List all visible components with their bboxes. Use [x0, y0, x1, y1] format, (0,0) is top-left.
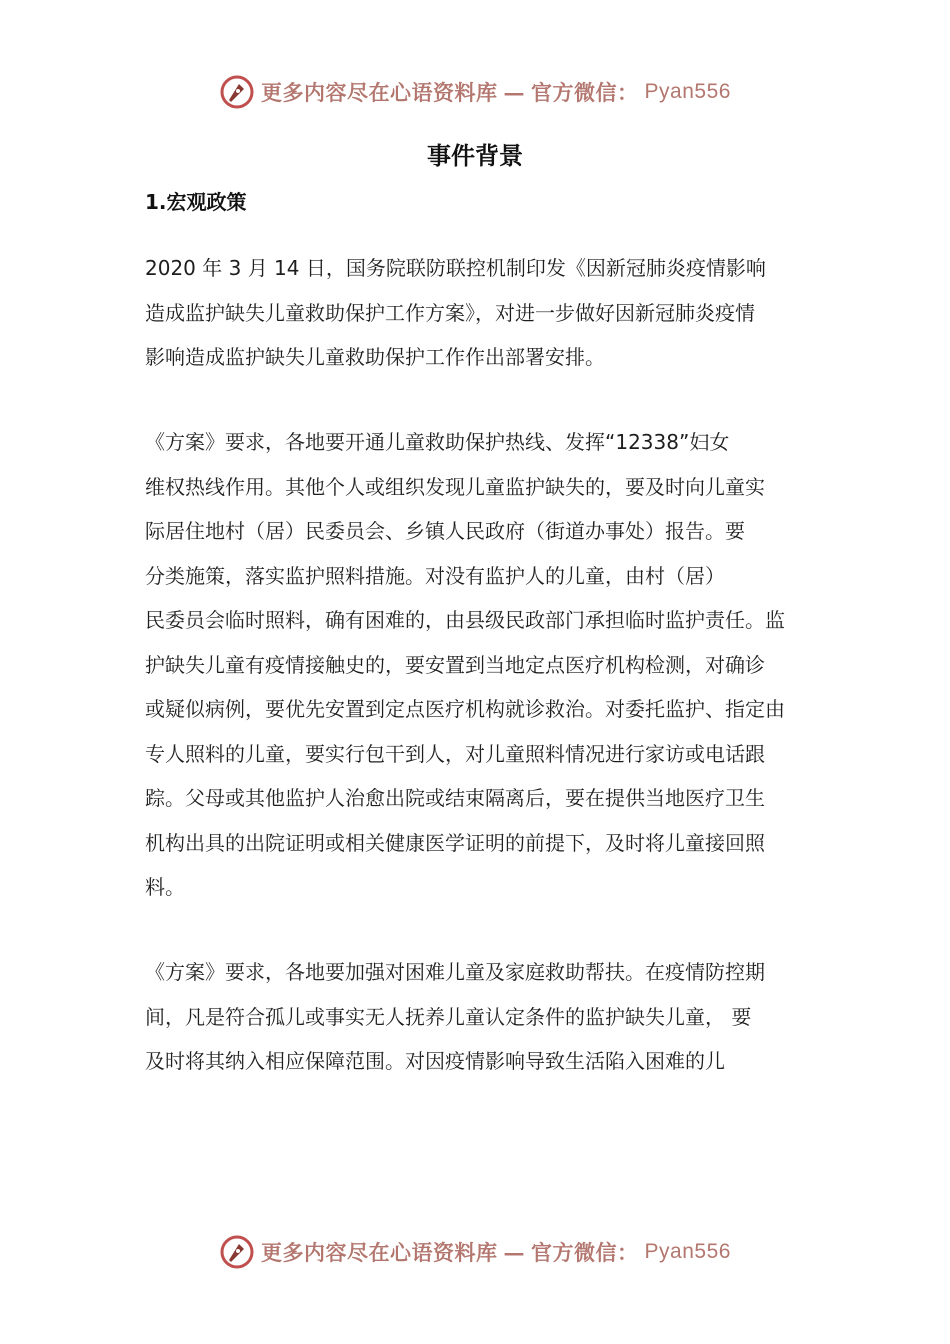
paragraph-line: 维权热线作用。其他个人或组织发现儿童监护缺失的，要及时向儿童实	[145, 474, 765, 499]
paragraph-line: 《方案》要求，各地要加强对困难儿童及家庭救助帮扶。在疫情防控期	[145, 960, 765, 984]
watermark-wechat-id: Pyan556	[644, 1240, 731, 1263]
watermark-wechat-id: Pyan556	[644, 80, 731, 103]
paragraph-line: 影响造成监护缺失儿童救助保护工作作出部署安排。	[145, 345, 605, 369]
paragraph-3	[145, 950, 820, 1084]
paragraph-line: 分类施策，落实监护照料措施。对没有监护人的儿童，由村（居）	[145, 563, 725, 588]
paragraph-1	[145, 246, 820, 380]
pen-nib-logo-icon	[219, 1234, 255, 1270]
watermark-dash: —	[503, 1239, 526, 1265]
pen-nib-logo-icon	[219, 74, 255, 110]
paragraph-line: 造成监护缺失儿童救助保护工作方案》，对进一步做好因新冠肺炎疫情	[145, 300, 755, 325]
section-heading: 1.宏观政策	[145, 190, 247, 214]
watermark-brand-text: 更多内容尽在心语资料库	[261, 80, 498, 105]
paragraph-line: 踪。父母或其他监护人治愈出院或结束隔离后，要在提供当地医疗卫生	[145, 786, 765, 810]
header-watermark	[0, 72, 950, 112]
paragraph-line: 及时将其纳入相应保障范围。对因疫情影响导致生活陷入困难的儿	[145, 1049, 725, 1073]
watermark-brand-text: 更多内容尽在心语资料库	[261, 1240, 498, 1265]
watermark-wechat-label: 官方微信：	[531, 80, 639, 105]
paragraph-line: 际居住地村（居）民委员会、乡镇人民政府（街道办事处）报告。要	[145, 519, 745, 543]
document-title: 事件背景	[427, 142, 523, 170]
paragraph-2	[145, 420, 820, 910]
paragraph-line: 间，凡是符合孤儿或事实无人抚养儿童认定条件的监护缺失儿童， 要	[145, 1004, 752, 1029]
paragraph-line: 机构出具的出院证明或相关健康医学证明的前提下，及时将儿童接回照	[145, 830, 765, 855]
paragraph-line: 料。	[145, 875, 185, 899]
footer-watermark	[0, 1232, 950, 1272]
watermark-wechat-label: 官方微信：	[531, 1240, 639, 1265]
paragraph-line: 民委员会临时照料，确有困难的，由县级民政部门承担临时监护责任。监	[145, 608, 785, 632]
paragraph-line: 专人照料的儿童，要实行包干到人，对儿童照料情况进行家访或电话跟	[145, 741, 765, 766]
watermark-dash: —	[503, 79, 526, 105]
paragraph-line: 护缺失儿童有疫情接触史的，要安置到当地定点医疗机构检测，对确诊	[145, 652, 765, 677]
paragraph-line: 2020 年 3 月 14 日，国务院联防联控机制印发《因新冠肺炎疫情影响	[145, 256, 766, 280]
paragraph-line: 或疑似病例，要优先安置到定点医疗机构就诊救治。对委托监护、指定由	[145, 697, 785, 721]
paragraph-line: 《方案》要求，各地要开通儿童救助保护热线、发挥“12338”妇女	[145, 430, 730, 454]
